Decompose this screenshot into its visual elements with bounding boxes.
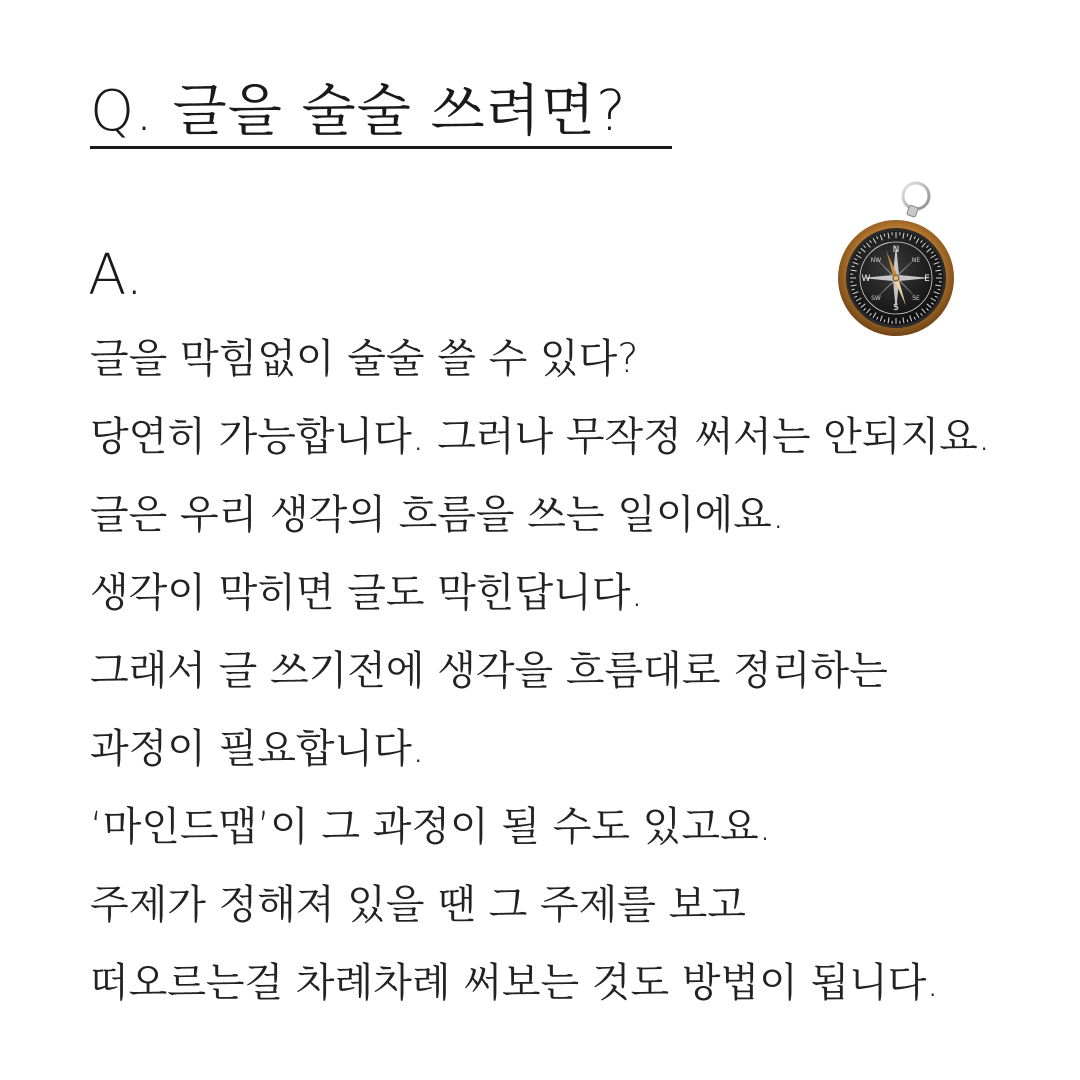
answer-line: 떠오르는걸 차례차례 써보는 것도 방법이 됩니다. <box>90 960 940 1006</box>
compass-letter-sw: SW <box>871 295 881 302</box>
answer-line: 당연히 가능합니다. 그러나 무작정 써서는 안되지요. <box>90 414 991 460</box>
compass-letter-n: N <box>892 245 900 255</box>
answer-line: 주제가 정해져 있을 땐 그 주제를 보고 <box>90 882 746 928</box>
compass-letter-nw: NW <box>870 257 882 264</box>
compass-letter-w: W <box>861 274 871 284</box>
answer-body <box>90 326 990 1028</box>
answer-line: 생각이 막히면 글도 막힌답니다. <box>90 570 644 616</box>
compass-illustration <box>834 178 964 338</box>
answer-line: 글은 우리 생각의 흐름을 쓰는 일이에요. <box>90 492 785 538</box>
compass-letter-s: S <box>893 303 899 313</box>
compass-icon <box>834 178 964 338</box>
answer-line: ‘마인드맵’이 그 과정이 될 수도 있고요. <box>90 804 772 850</box>
compass-letter-ne: NE <box>911 257 921 264</box>
question-heading: Q. 글을 술술 쓰려면? <box>90 79 627 144</box>
compass-letter-se: SE <box>912 295 920 302</box>
answer-line: 과정이 필요합니다. <box>90 726 425 772</box>
heading-underline <box>90 146 672 149</box>
answer-line: 그래서 글 쓰기전에 생각을 흐름대로 정리하는 <box>90 648 888 694</box>
answer-label: A. <box>88 243 144 308</box>
compass-letter-e: E <box>924 274 930 284</box>
answer-line: 글을 막힘없이 술술 쓸 수 있다? <box>90 336 639 382</box>
